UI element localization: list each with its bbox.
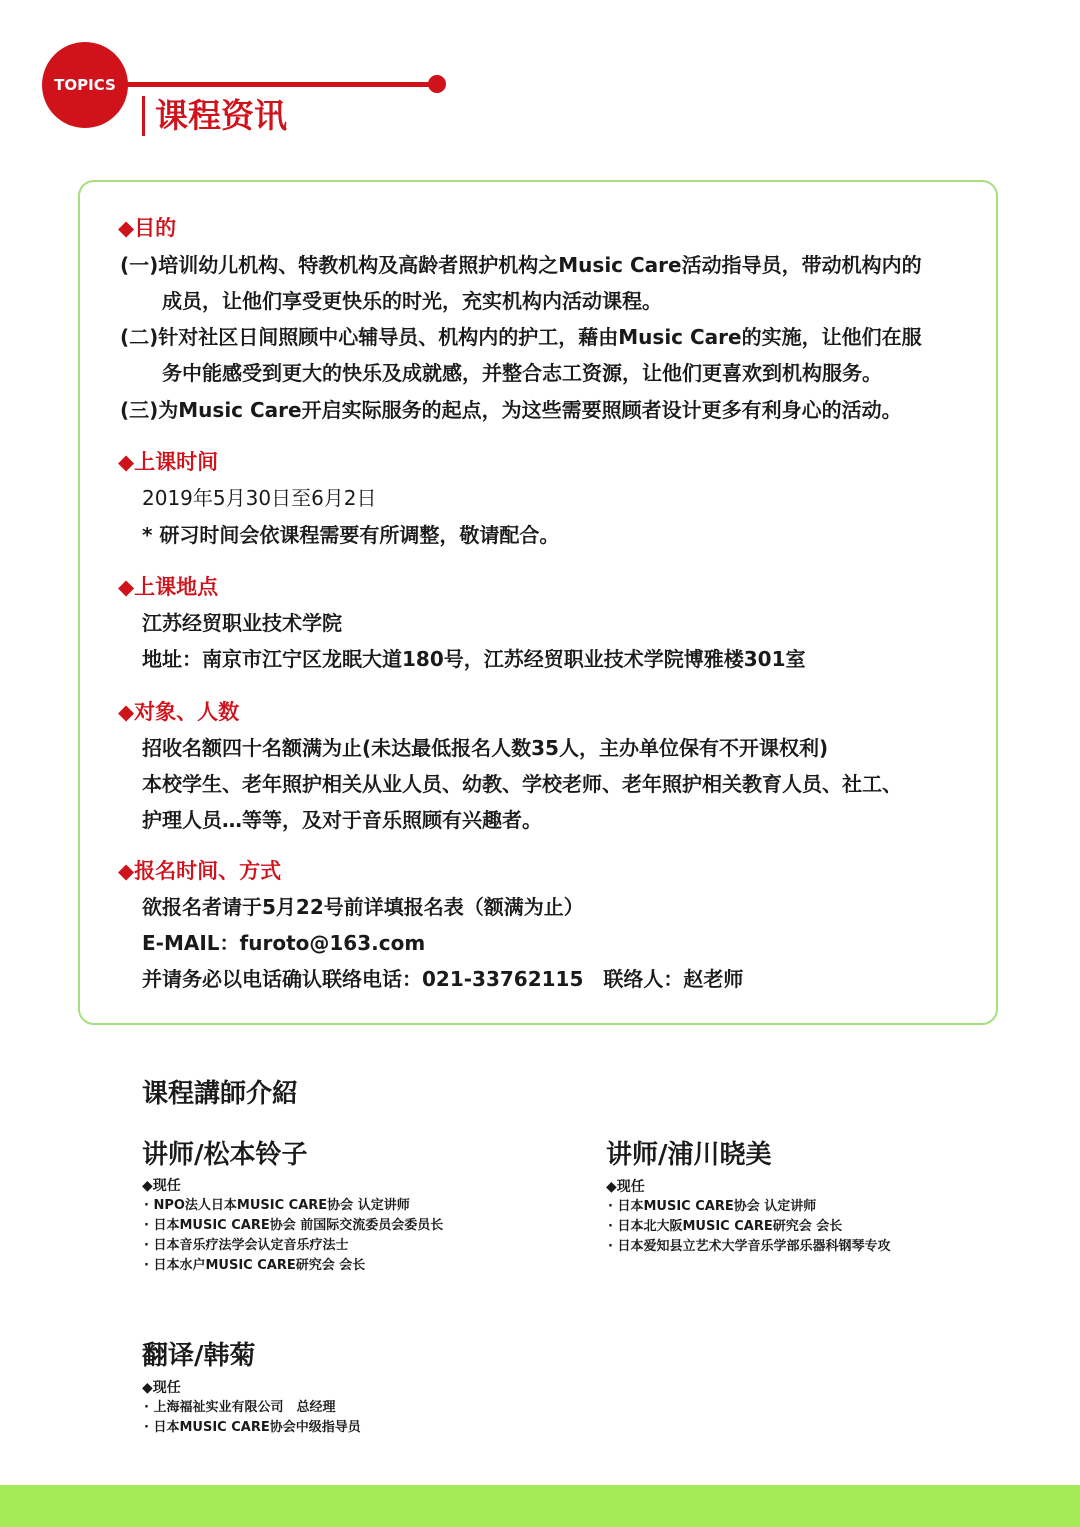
schedule-date: 2019年5月30日至6月2日 — [142, 486, 377, 510]
instructor-right-name: 讲师/浦川晓美 — [606, 1140, 772, 1170]
list-item: · NPO法人日本MUSIC CARE协会 认定讲师 — [144, 1196, 443, 1216]
purpose-item-1-line1: (一)培训幼儿机构、特教机构及高龄者照护机构之Music Care活动指导员，带动机构内的 — [120, 253, 922, 277]
purpose-item-1-line2: 成员，让他们享受更快乐的时光，充实机构内活动课程。 — [162, 289, 662, 313]
audience-line3: 护理人员…等等，及对于音乐照顾有兴趣者。 — [142, 808, 542, 832]
list-item: · 日本MUSIC CARE协会 认定讲师 — [608, 1197, 890, 1217]
instructor-left-list — [144, 1196, 443, 1276]
translator-name: 翻译/韩菊 — [142, 1341, 256, 1371]
audience-line1: 招收名额四十名额满为止(未达最低报名人数35人，主办单位保有不开课权利) — [142, 736, 829, 760]
translator-current-label: ◆现任 — [142, 1380, 181, 1396]
location-title: ◆上课地点 — [118, 575, 219, 599]
instructor-right-list — [608, 1197, 890, 1257]
header-rule — [120, 82, 436, 87]
list-item: · 日本MUSIC CARE协会中级指导员 — [144, 1418, 361, 1438]
schedule-note: * 研习时间会依课程需要有所调整，敬请配合。 — [142, 523, 560, 547]
instructor-left-name: 讲师/松本铃子 — [142, 1140, 308, 1170]
instructors-heading: 课程講師介紹 — [142, 1079, 299, 1109]
instructor-left-current-label: ◆现任 — [142, 1178, 181, 1194]
page-title: 课程资讯 — [142, 96, 287, 136]
list-item: · 日本水户MUSIC CARE研究会 会长 — [144, 1256, 443, 1276]
registration-email: E-MAIL：furoto@163.com — [142, 931, 426, 955]
schedule-title: ◆上课时间 — [118, 450, 219, 474]
purpose-title: ◆目的 — [118, 216, 177, 240]
topics-badge: TOPICS — [42, 42, 128, 128]
location-address: 地址：南京市江宁区龙眠大道180号，江苏经贸职业技术学院博雅楼301室 — [142, 647, 806, 671]
purpose-item-2-line1: (二)针对社区日间照顾中心辅导员、机构内的护工，藉由Music Care的实施，让他们在服 — [120, 325, 922, 349]
instructor-right-current-label: ◆现任 — [606, 1179, 645, 1195]
location-name: 江苏经贸职业技术学院 — [142, 611, 342, 635]
registration-phone: 并请务必以电话确认联络电话：021-33762115 联络人：赵老师 — [142, 967, 744, 991]
bottom-band — [0, 1485, 1080, 1527]
list-item: · 日本北大阪MUSIC CARE研究会 会长 — [608, 1217, 890, 1237]
list-item: · 日本音乐疗法学会认定音乐疗法士 — [144, 1236, 443, 1256]
header-rule-dot — [428, 75, 446, 93]
registration-line1: 欲报名者请于5月22号前详填报名表（额满为止） — [142, 895, 584, 919]
registration-title: ◆报名时间、方式 — [118, 859, 282, 883]
purpose-item-2-line2: 务中能感受到更大的快乐及成就感，并整合志工资源，让他们更喜欢到机构服务。 — [162, 361, 882, 385]
purpose-item-3-line1: (三)为Music Care开启实际服务的起点，为这些需要照顾者设计更多有利身心的活动。 — [120, 398, 902, 422]
list-item: · 日本MUSIC CARE协会 前国际交流委员会委员长 — [144, 1216, 443, 1236]
audience-line2: 本校学生、老年照护相关从业人员、幼教、学校老师、老年照护相关教育人员、社工、 — [142, 772, 902, 796]
list-item: · 日本爱知县立艺术大学音乐学部乐器科钢琴专攻 — [608, 1237, 890, 1257]
audience-title: ◆对象、人数 — [118, 700, 240, 724]
list-item: · 上海福祉实业有限公司 总经理 — [144, 1398, 361, 1418]
translator-list — [144, 1398, 361, 1438]
